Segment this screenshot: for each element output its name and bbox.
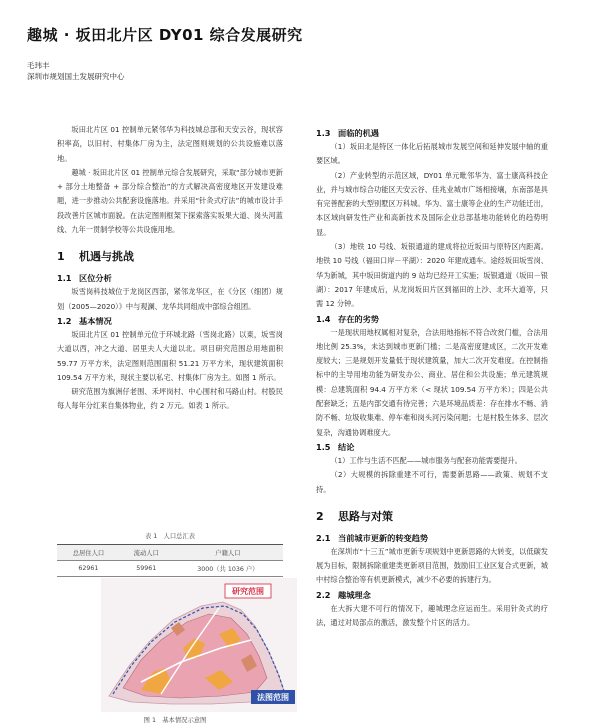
body-paragraph: 在大拆大建不可行的情况下，趣城理念应运而生。采用针灸式的疗法，通过对局部点的激活，激发整个片区的活力。 [316,603,548,628]
subsection-heading: 2.1 当前城市更新的转变趋势 [316,532,429,543]
table-cell: 3000（共 1036 户） [173,561,283,577]
body-paragraph: （1）坂田北是特区一体化后拓展城市发展空间和延伸发展中轴的重要区域。 [316,142,548,166]
abstract-paragraph: 坂田北片区 01 控制单元紧邻华为科技城总部和天安云谷，现状容积率高，以旧村、村集体厂房为主，法定图则规划的公共设施难以落地。 [57,125,283,163]
paper-title: 趣城 · 坂田北片区 DY01 综合发展研究 [27,26,303,44]
body-paragraph: 在深圳市“十三五”城市更新专项规划中更新思路的大转变，以低碳发展为目标，限制拆除重建类更新项目范围，鼓励旧工业区复合式更新，城中村综合整治等有机更新模式，减少不必要的拆建行为。 [316,546,548,585]
table-header: 总居住人口 [57,545,120,561]
table-header: 流动人口 [120,545,173,561]
figure-caption: 图 1 基本情况示意图 [143,717,207,724]
body-paragraph: 一是现状用地权属相对复杂，合法用地指标不符合改赏门槛，合法用地比例 25.3%，未达到城市更新门槛；二是高密度建成区，二次开发难度较大；三是规划开发量低于现状建筑量，加大二次开发难度。在控制指标中的主导用地功能为研发办公、商业、居住和公共设施；单元建筑规模：总建筑面积 94.4 万平方米（< 现状 109.54 万平方米）；四是公共配套缺乏；五是内部交通有待完善；六是环境品质差：存在排水不畅、消防不畅、垃圾收集难、停车难和岗头河污染问题；七是村股生体多、层次复杂，沟通协调难度大。 [316,327,548,437]
section-heading: 2 思路与对策 [316,509,393,523]
body-paragraph: （1）工作与生活不匹配——城市服务与配套功能需要提升。 [330,455,522,465]
body-paragraph: （2）产业转型的示范区域，DY01 单元毗邻华为、富士康高科技企业，并与城市综合功能区天安云谷、佳兆业城市广场相接壤，东南部是具有完善配套的大型别墅区万科城。华为、富士康等企业的生产功能迁出，本区域向研发性产业和高新技术及国际企业总部基地功能转化的趋势明显。 [316,170,548,237]
table-caption: 表 1 人口总汇表 [144,533,196,540]
research-range-label: 研究范围 [232,587,264,596]
subsection-heading: 1.3 面临的机遇 [316,128,379,138]
body-paragraph: （3）地铁 10 号线、坂银通道的建成将拉近坂田与原特区内距离。地铁 10 号线（福田口岸－平湖）：2020 年建成通车。途经坂田坂雪岗、华为新城，其中坂田街道内的 9 站均已经开工实施；坂银通道（坂田－银湖）：2017 年建成后，从龙岗坂田片区到福田的上沙、北环大道等，只需 12 分钟。 [316,242,548,309]
table-header: 户籍人口 [173,545,283,561]
abstract-paragraph: 趣城 · 坂田北片区 01 控制单元综合发展研究，采取“部分城市更新 + 部分土地整备 + 部分综合整治”的方式解决高密度地区开发建设难题，进一步推动公共配套设施落地。并采用“针灸式疗法”的城市设计手段改善片区城市面貌。在法定图则框架下探索落实坂果大道、岗头河蓝线、九年一贯制学校等公共设施用地。 [57,167,283,235]
subsection-heading: 1.2 基本情况 [57,315,112,326]
statutory-range-label: 法图范围 [257,693,289,702]
subsection-heading: 2.2 趣城理念 [316,589,371,600]
left-column [57,123,283,414]
body-paragraph: 坂雪岗科技城位于龙岗区西部，紧邻龙华区，在《分区（细团）规划（2005—2020）》中与观澜、龙华共同组成中部综合组团。 [57,287,283,311]
author-name: 毛玮丰 [27,61,50,70]
subsection-heading: 1.5 结论 [316,441,355,452]
table-cell: 59961 [120,561,173,577]
author-affiliation: 深圳市规划国土发展研究中心 [27,72,125,81]
subsection-heading: 1.4 存在的劣势 [316,313,379,324]
body-paragraph: 研究范围为旗洲仔老围、禾坪岗村、中心围村和马路山村。村股民每人每年分红来自集体物业，约 2 万元。如表 1 所示。 [57,387,283,411]
subsection-heading: 1.1 区位分析 [57,273,112,284]
right-column [316,126,548,630]
table-cell: 62961 [57,561,120,577]
body-paragraph: （2）大规模的拆除重建不可行，需要新思路——政策、规划不支持。 [316,470,548,494]
base-map-figure [101,578,297,712]
body-paragraph: 坂田北片区 01 控制单元位于环城北路（雪岗北路）以東，坂雪岗大道以西，冲之大道、居里夫人大道以北。项目研究范围总用地面积 59.77 万平方米，法定图则范围面积 51.21 万平方米，现状建筑面积 109.54 万平方米，现状主要以私宅、村集体厂房为主。如图 1 所示。 [57,329,283,382]
population-table [57,544,283,577]
section-heading: 1 机遇与挑战 [57,250,134,264]
